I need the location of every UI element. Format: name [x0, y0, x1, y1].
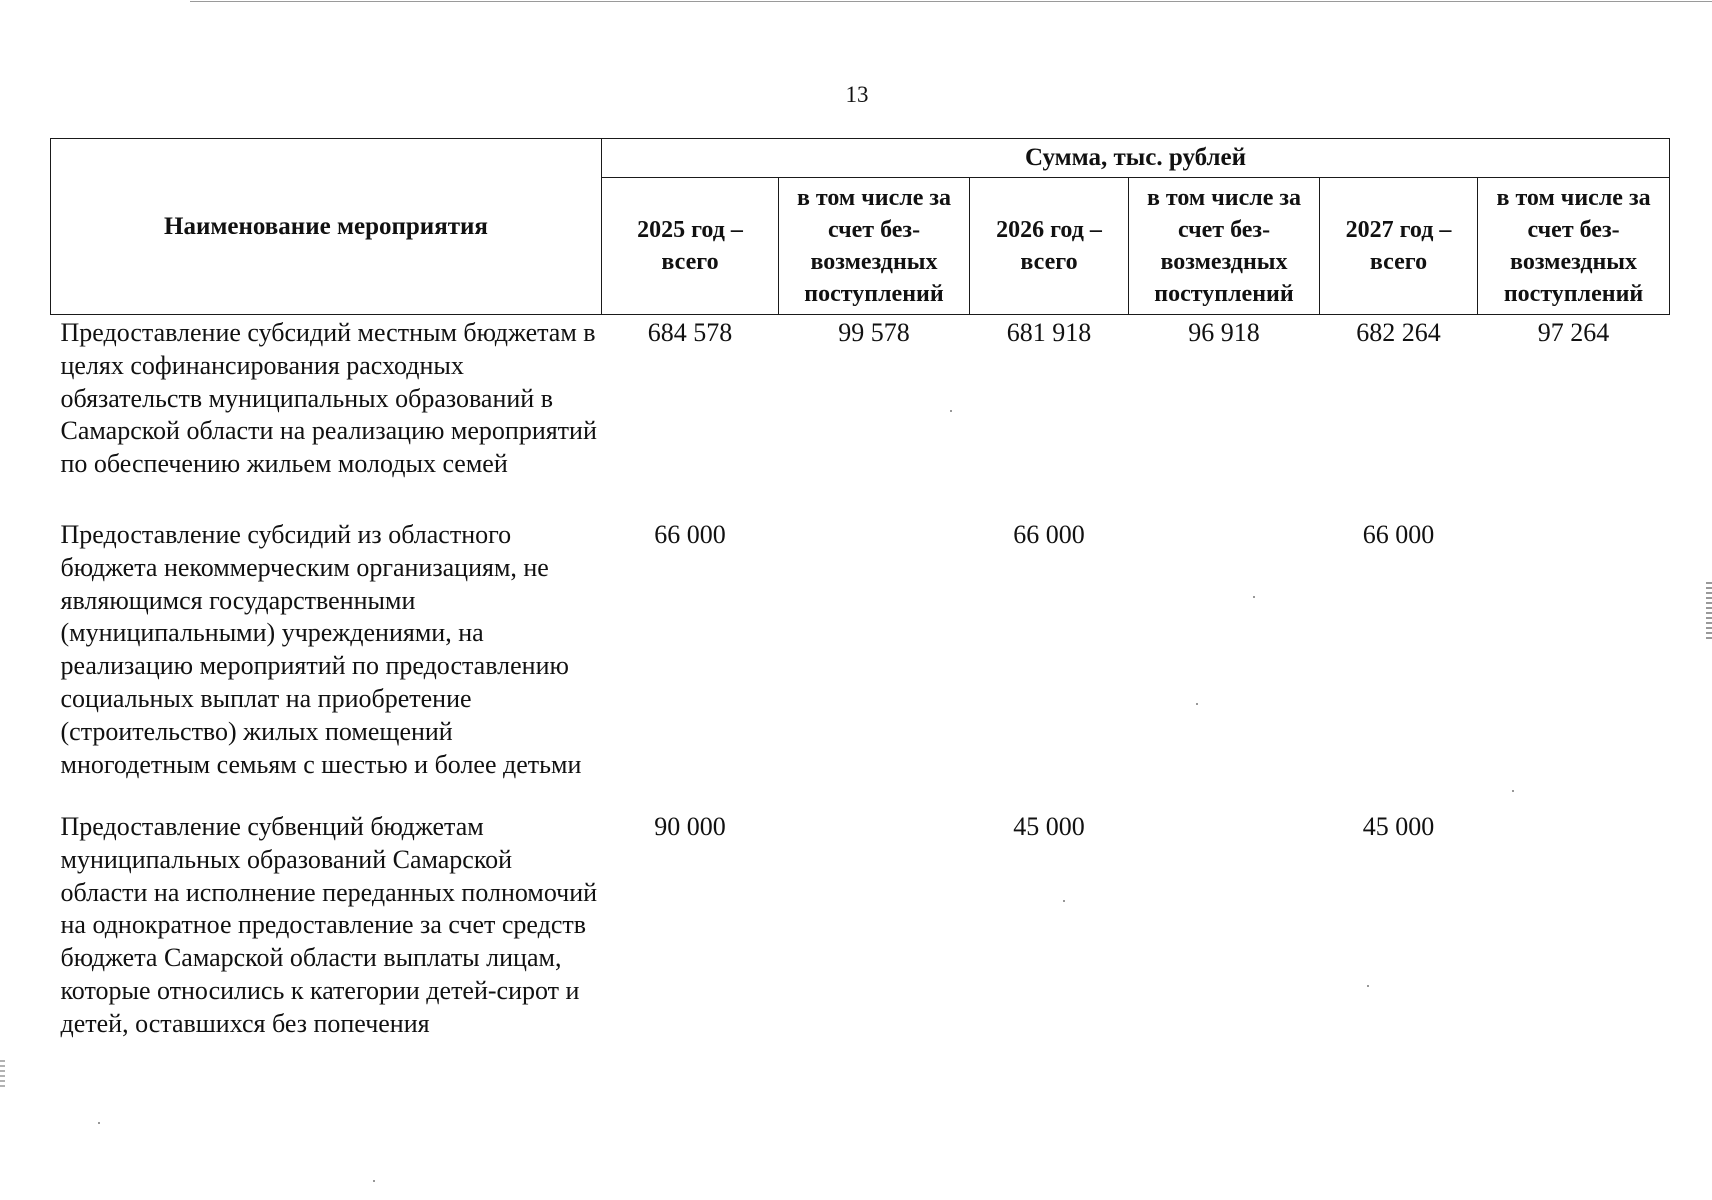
cell-2025-total: 90 000 [654, 812, 726, 841]
cell-2026-total: 45 000 [1013, 812, 1085, 841]
scan-edge-artifact [1706, 582, 1712, 642]
header-2025-grants: в том числе за счет без-возмездных поступлений [779, 178, 970, 315]
cell-2025-total: 66 000 [654, 520, 726, 549]
table-body [51, 315, 1670, 1102]
scan-speck [373, 1180, 375, 1182]
top-edge-rule [190, 1, 1712, 2]
scan-speck [950, 410, 952, 412]
page-number: 13 [845, 82, 869, 107]
table-header [51, 139, 1670, 315]
cell-2027-total: 682 264 [1356, 318, 1441, 347]
cell-2026-grants: 96 918 [1188, 318, 1260, 347]
cell-2026-grants [1129, 809, 1320, 1101]
header-2025-total: 2025 год – всего [602, 178, 779, 315]
cell-2027-grants [1478, 517, 1670, 809]
scan-speck [1512, 790, 1514, 792]
cell-2027-grants [1478, 809, 1670, 1101]
cell-2027-grants: 97 264 [1537, 318, 1610, 347]
scan-speck [1196, 703, 1198, 705]
cell-2025-grants [779, 517, 970, 809]
header-row-top [51, 139, 1670, 178]
cell-2026-total: 681 918 [1006, 318, 1092, 347]
scan-speck [1367, 985, 1369, 987]
row-name: Предоставление субвенций бюджетам муниципальных образований Самарской области на исполнение переданных полномочий на однократное предоставление за счет средств бюджета Самарской области выплаты лицам, которые относились к категории детей-сирот и детей, оставшихся без попечения [60, 812, 598, 1038]
cell-2027-total: 66 000 [1362, 520, 1435, 549]
table-row [51, 809, 1670, 1101]
header-2026-grants: в том числе за счет без-возмездных поступлений [1129, 178, 1320, 315]
cell-2025-grants: 99 578 [838, 318, 910, 347]
scan-speck [1253, 596, 1255, 598]
scan-speck [1063, 900, 1065, 902]
header-sum-group: Сумма, тыс. рублей [602, 139, 1670, 178]
row-name: Предоставление субсидий из областного бюджета некоммерческим организациям, не являющимся государственными (муниципальными) учреждениями, на реализацию мероприятий по предоставлению социальных выплат на приобретение (строительство) жилых помещений многодетным семьям с шестью и более детьми [60, 520, 582, 779]
budget-table [50, 138, 1670, 1101]
cell-2025-total: 684 578 [647, 318, 733, 347]
header-2027-grants: в том числе за счет без-возмездных поступлений [1478, 178, 1670, 315]
table-row [51, 315, 1670, 518]
header-2026-total: 2026 год – всего [970, 178, 1129, 315]
scan-edge-artifact [0, 1060, 5, 1090]
cell-2026-total: 66 000 [1013, 520, 1085, 549]
header-2027-total: 2027 год – всего [1320, 178, 1478, 315]
cell-2027-total: 45 000 [1362, 812, 1435, 841]
table-row [51, 517, 1670, 809]
cell-2025-grants [779, 809, 970, 1101]
row-name: Предоставление субсидий местным бюджетам в целях софинансирования расходных обязательств муниципальных образований в Самарской области на реализацию мероприятий по обеспечению жильем молодых семей [60, 318, 597, 479]
scan-speck [98, 1122, 100, 1124]
cell-2026-grants [1129, 517, 1320, 809]
header-name-column: Наименование мероприятия [51, 139, 602, 315]
